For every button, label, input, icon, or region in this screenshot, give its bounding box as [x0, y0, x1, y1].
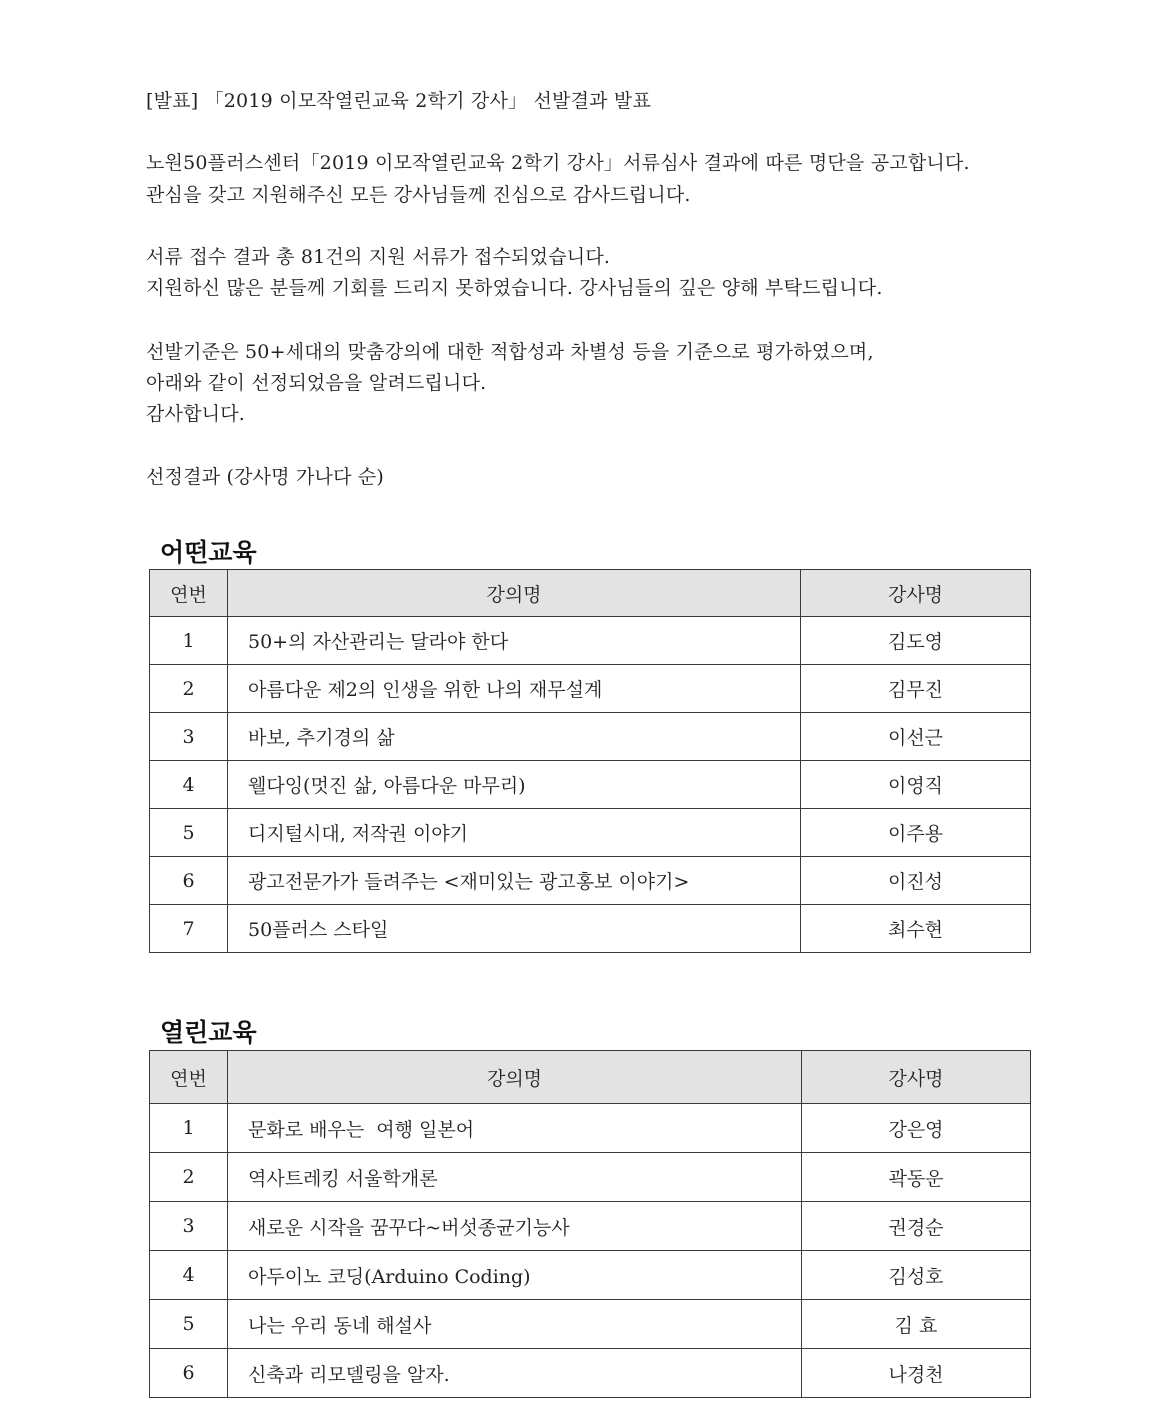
section-title-1: 어떤교육 — [160, 538, 257, 567]
result-table-2 — [149, 1050, 1031, 1398]
notice-paragraph1-line1: 노원50플러스센터「2019 이모작열린교육 2학기 강사」서류심사 결과에 따른 명단을 공고합니다. — [146, 152, 970, 174]
notice-paragraph1-line2: 관심을 갖고 지원해주신 모든 강사님들께 진심으로 감사드립니다. — [146, 184, 691, 206]
row-teacher: 나경천 — [802, 1349, 1031, 1398]
row-lecture: 신축과 리모델링을 알자. — [228, 1349, 802, 1398]
row-number: 6 — [150, 1349, 228, 1398]
row-teacher: 최수현 — [801, 905, 1031, 953]
notice-paragraph3-line1: 선발기준은 50+세대의 맞춤강의에 대한 적합성과 차별성 등을 기준으로 평가하였으며, — [146, 341, 874, 363]
column-header-teacher: 강사명 — [801, 570, 1031, 617]
notice-title: [발표] 「2019 이모작열린교육 2학기 강사」 선발결과 발표 — [146, 90, 652, 112]
table-row — [150, 761, 1031, 809]
row-teacher: 김성호 — [802, 1251, 1031, 1300]
row-teacher: 이선근 — [801, 713, 1031, 761]
table-row — [150, 1202, 1031, 1251]
row-number: 2 — [150, 665, 228, 713]
section-title-2: 열린교육 — [160, 1018, 257, 1047]
row-lecture: 나는 우리 동네 해설사 — [228, 1300, 802, 1349]
row-lecture: 50+의 자산관리는 달라야 한다 — [228, 617, 801, 665]
row-lecture: 디지털시대, 저작권 이야기 — [228, 809, 801, 857]
row-number: 4 — [150, 761, 228, 809]
table-row — [150, 1300, 1031, 1349]
column-header-lecture: 강의명 — [228, 1051, 802, 1104]
table-row — [150, 1153, 1031, 1202]
row-teacher: 곽동운 — [802, 1153, 1031, 1202]
notice-paragraph3-line3: 감사합니다. — [146, 403, 246, 425]
notice-paragraph3-line2: 아래와 같이 선정되었음을 알려드립니다. — [146, 372, 487, 394]
notice-paragraph2-line1: 서류 접수 결과 총 81건의 지원 서류가 접수되었습니다. — [146, 246, 611, 268]
row-teacher: 김무진 — [801, 665, 1031, 713]
column-header-number: 연번 — [150, 1051, 228, 1104]
row-teacher: 권경순 — [802, 1202, 1031, 1251]
table-row — [150, 617, 1031, 665]
result-table-1 — [149, 569, 1031, 953]
row-teacher: 강은영 — [802, 1104, 1031, 1153]
row-teacher: 김도영 — [801, 617, 1031, 665]
table-row — [150, 665, 1031, 713]
row-number: 7 — [150, 905, 228, 953]
row-lecture: 문화로 배우는 여행 일본어 — [228, 1104, 802, 1153]
row-teacher: 김 효 — [802, 1300, 1031, 1349]
row-teacher: 이주용 — [801, 809, 1031, 857]
table-row — [150, 713, 1031, 761]
row-teacher: 이진성 — [801, 857, 1031, 905]
row-number: 3 — [150, 713, 228, 761]
table-row — [150, 809, 1031, 857]
table-row — [150, 1349, 1031, 1398]
row-lecture: 아름다운 제2의 인생을 위한 나의 재무설계 — [228, 665, 801, 713]
result-heading: 선정결과 (강사명 가나다 순) — [146, 466, 385, 488]
table-row — [150, 857, 1031, 905]
row-lecture: 아두이노 코딩(Arduino Coding) — [228, 1251, 802, 1300]
table-header-row — [150, 570, 1031, 617]
row-number: 1 — [150, 1104, 228, 1153]
row-lecture: 광고전문가가 들려주는 <재미있는 광고홍보 이야기> — [228, 857, 801, 905]
notice-paragraph2-line2: 지원하신 많은 분들께 기회를 드리지 못하였습니다. 강사님들의 깊은 양해 부탁드립니다. — [146, 277, 883, 299]
column-header-lecture: 강의명 — [228, 570, 801, 617]
column-header-teacher: 강사명 — [802, 1051, 1031, 1104]
table-row — [150, 1104, 1031, 1153]
column-header-number: 연번 — [150, 570, 228, 617]
row-lecture: 웰다잉(멋진 삶, 아름다운 마무리) — [228, 761, 801, 809]
table-header-row — [150, 1051, 1031, 1104]
row-number: 2 — [150, 1153, 228, 1202]
row-lecture: 새로운 시작을 꿈꾸다~버섯종균기능사 — [228, 1202, 802, 1251]
row-number: 3 — [150, 1202, 228, 1251]
row-number: 4 — [150, 1251, 228, 1300]
row-teacher: 이영직 — [801, 761, 1031, 809]
row-lecture: 50플러스 스타일 — [228, 905, 801, 953]
table-row — [150, 1251, 1031, 1300]
row-number: 5 — [150, 1300, 228, 1349]
row-lecture: 바보, 추기경의 삶 — [228, 713, 801, 761]
table-row — [150, 905, 1031, 953]
row-number: 5 — [150, 809, 228, 857]
row-lecture: 역사트레킹 서울학개론 — [228, 1153, 802, 1202]
row-number: 1 — [150, 617, 228, 665]
row-number: 6 — [150, 857, 228, 905]
